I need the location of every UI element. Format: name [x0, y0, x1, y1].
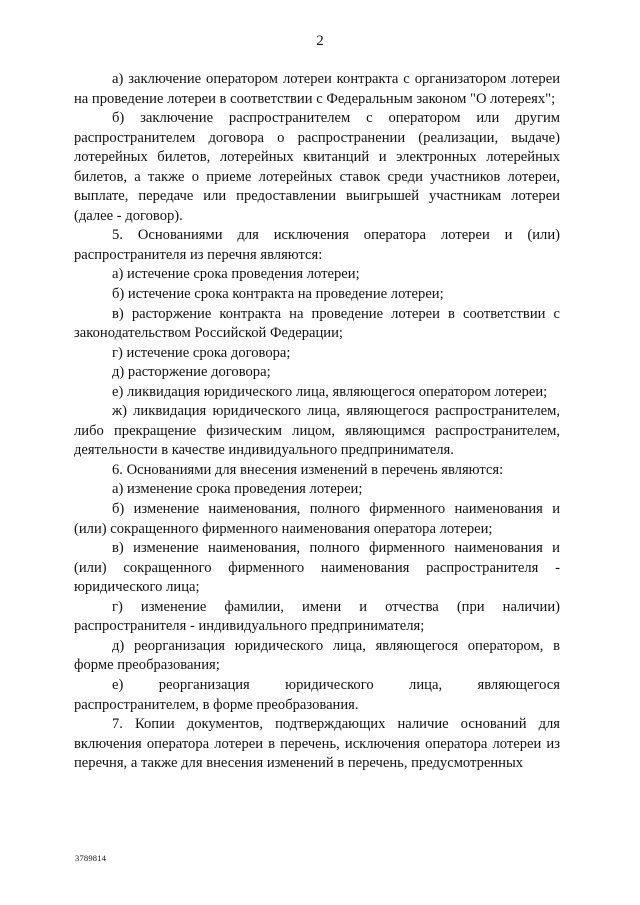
paragraph-6a: а) изменение срока проведения лотереи; — [112, 481, 363, 498]
paragraph-6b: б) изменение наименования, полного фирменного наименования и (или) сокращенного фирменного наименования оператора лотереи; — [74, 501, 560, 537]
paragraph-5zh: ж) ликвидация юридического лица, являющегося распространителем, либо прекращение физическим лицом, являющимся распространителем, деятельности в качестве индивидуального предпринимателя. — [74, 403, 560, 459]
paragraph-7: 7. Копии документов, подтверждающих наличие оснований для включения оператора лотереи в перечень, исключения оператора лотереи из перечня, а также для внесения изменений в перечень, предусмотренных — [74, 716, 560, 772]
paragraph-5d: д) расторжение договора; — [112, 364, 271, 381]
document-code: 3789814 — [75, 853, 107, 863]
paragraph-6e: е) реорганизация юридического лица, являющегося распространителем, в форме преобразования. — [74, 676, 560, 713]
paragraph-5: 5. Основаниями для исключения оператора лотереи и (или) распространителя из перечня являются: — [74, 227, 560, 263]
paragraph-5e: е) ликвидация юридического лица, являющегося оператором лотереи; — [112, 383, 548, 400]
paragraph-6d: д) реорганизация юридического лица, являющегося оператором, в форме преобразования; — [74, 637, 560, 674]
page-number: 2 — [316, 33, 324, 49]
paragraph-5g: г) истечение срока договора; — [112, 344, 291, 361]
paragraph-6g: г) изменение фамилии, имени и отчества (при наличии) распространителя - индивидуального предпринимателя; — [74, 598, 560, 635]
body-text — [74, 70, 560, 774]
paragraph-5a: а) истечение срока проведения лотереи; — [112, 266, 360, 283]
paragraph-4b: б) заключение распространителем с оператором или другим распространителем договора о распространении (реализации, выдаче) лотерейных билетов, лотерейных квитанций и электронных лотерейных билетов, а также о приеме лотерейных ставок среди участников лотереи, выплате, передаче или предоставлении выигрышей участникам лотереи (далее - договор). — [74, 110, 560, 224]
paragraph-5b: б) истечение срока контракта на проведение лотереи; — [112, 286, 444, 303]
paragraph-6v: в) изменение наименования, полного фирменного наименования и (или) сокращенного фирменного наименования распространителя - юридического лица; — [74, 540, 560, 596]
paragraph-4a: а) заключение оператором лотереи контракта с организатором лотереи на проведение лотереи в соответствии с Федеральным законом "О лотереях"; — [74, 71, 560, 107]
paragraph-5v: в) расторжение контракта на проведение лотереи в соответствии с законодательством Российской Федерации; — [74, 305, 560, 342]
paragraph-6: 6. Основаниями для внесения изменений в перечень являются: — [112, 461, 504, 478]
